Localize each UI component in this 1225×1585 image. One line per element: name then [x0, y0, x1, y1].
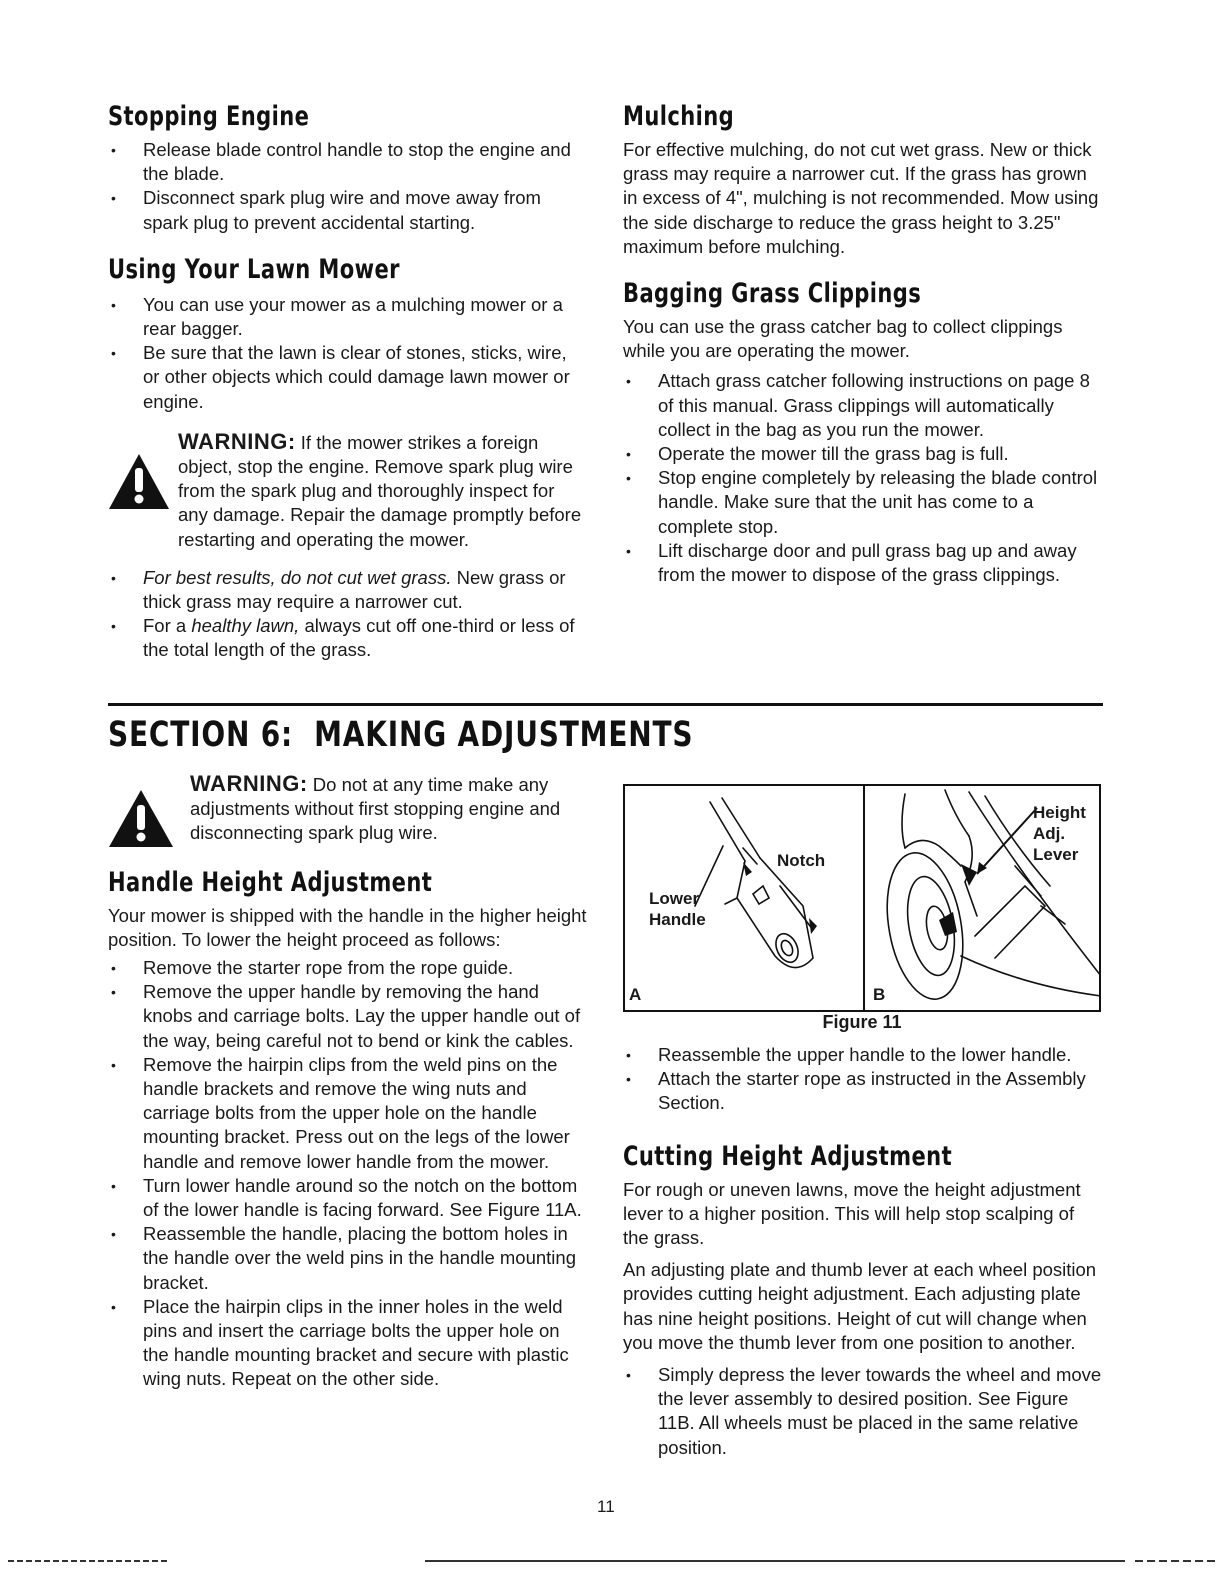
- list-item-text: For a: [143, 615, 192, 637]
- list-item: • Lift discharge door and pull grass bag up and away from the mower to dispose of the grass clippings.: [623, 539, 1103, 587]
- cutting-height-list: [623, 1363, 1103, 1460]
- list-item: • Attach the starter rope as instructed in the Assembly Section.: [623, 1067, 1103, 1115]
- bagging-list: [623, 369, 1103, 587]
- section-divider: [108, 703, 1103, 706]
- panel-a-label: A: [629, 985, 642, 1004]
- using-mower-list-2: [108, 566, 588, 663]
- list-item: • Reassemble the upper handle to the lower handle.: [623, 1043, 1103, 1067]
- warning-icon: [108, 452, 170, 510]
- right-column-top: [623, 100, 1103, 587]
- list-item: [108, 566, 588, 614]
- warning-label: WARNING:: [178, 428, 296, 454]
- italic-text: healthy lawn,: [191, 615, 300, 637]
- list-item: • Remove the hairpin clips from the weld pins on the handle brackets and remove the wing nuts and carriage bolts from the upper hole on the handle mounting bracket. Press out on the legs of the lower handle and remove lower handle from the mower.: [108, 1053, 588, 1174]
- list-item: • Simply depress the lever towards the wheel and move the lever assembly to desired position. See Figure 11B. All wheels must be placed in the same relative position.: [623, 1363, 1103, 1460]
- list-item: • You can use your mower as a mulching mower or a rear bagger.: [108, 293, 588, 341]
- page-number: 11: [597, 1497, 615, 1516]
- handle-height-list: [108, 956, 588, 1392]
- cutting-height-para1: For rough or uneven lawns, move the height adjustment lever to a higher position. This will help stop scalping of the grass.: [623, 1178, 1081, 1249]
- right-column-bottom: [623, 1043, 1103, 1460]
- left-column-bottom: [108, 772, 588, 1392]
- list-item: [108, 614, 588, 662]
- cutting-height-heading: Cutting Height Adjustment: [623, 1140, 953, 1172]
- using-mower-heading: Using Your Lawn Mower: [108, 253, 400, 285]
- using-mower-list: [108, 293, 588, 414]
- stopping-engine-heading: Stopping Engine: [108, 101, 310, 132]
- panel-b-label: B: [873, 985, 886, 1004]
- list-item: • Turn lower handle around so the notch on the bottom of the lower handle is facing forward. See Figure 11A.: [108, 1174, 588, 1222]
- cutting-height-para2: An adjusting plate and thumb lever at each wheel position provides cutting height adjustment. Each adjusting plate has nine height positions. Height of cut will change when you move the thumb lever from one position to another.: [623, 1259, 1097, 1353]
- lower-handle-label: Lower Handle: [649, 889, 706, 929]
- list-item: • Reassemble the handle, placing the bottom holes in the handle over the weld pins in the handle mounting bracket.: [108, 1222, 588, 1295]
- handle-height-heading: Handle Height Adjustment: [108, 866, 433, 898]
- bagging-intro: You can use the grass catcher bag to collect clippings while you are operating the mower.: [623, 316, 1063, 362]
- adjustment-warning-block: [108, 772, 588, 846]
- list-item: • Place the hairpin clips in the inner holes in the weld pins and insert the carriage bolts the upper hole on the handle mounting bracket and secure with plastic wing nuts. Repeat on the other side.: [108, 1295, 588, 1392]
- reassembly-list: [623, 1043, 1103, 1116]
- handle-height-intro: Your mower is shipped with the handle in the higher height position. To lower the height proceed as follows:: [108, 904, 587, 950]
- list-item: • Remove the starter rope from the rope guide.: [108, 956, 588, 980]
- list-item: • Disconnect spark plug wire and move away from spark plug to prevent accidental starting.: [108, 186, 588, 234]
- figure-11: [623, 784, 1101, 1012]
- warning-label: WARNING:: [190, 771, 308, 796]
- figure-caption: Figure 11: [822, 1012, 902, 1032]
- italic-text: For best results, do not cut wet grass.: [143, 566, 452, 588]
- section-title: SECTION 6: MAKING ADJUSTMENTS: [108, 715, 694, 755]
- figure-caption-wrap: [623, 1012, 1101, 1033]
- list-item: • Attach grass catcher following instructions on page 8 of this manual. Grass clippings will automatically collect in the bag as you run the mower.: [623, 369, 1103, 442]
- list-item: • Remove the upper handle by removing the hand knobs and carriage bolts. Lay the upper handle out of the way, being careful not to bend or kink the cables.: [108, 980, 588, 1053]
- bagging-heading: Bagging Grass Clippings: [623, 278, 922, 310]
- mulching-heading: Mulching: [623, 101, 735, 132]
- notch-label: Notch: [777, 851, 826, 870]
- mulching-text: For effective mulching, do not cut wet grass. New or thick grass may require a narrower cut. If the grass has grown in excess of 4", mulching is not recommended. Mow using the side discharge to reduce the grass height to 3.25" maximum before mulching.: [623, 139, 1099, 257]
- scan-artifact-line: [8, 1560, 168, 1562]
- list-item: • Stop engine completely by releasing the blade control handle. Make sure that the unit has come to a complete stop.: [623, 466, 1103, 539]
- left-column-top: [108, 100, 588, 663]
- warning-text: If the mower strikes a foreign object, stop the engine. Remove spark plug wire from the spark plug and thoroughly inspect for any damage. Repair the damage promptly before restarting and operating the mower.: [178, 431, 582, 550]
- warning-paragraph: [178, 430, 588, 552]
- list-item-text: New grass or thick grass may require a narrower cut.: [143, 566, 566, 613]
- scan-artifact-line: [1135, 1560, 1215, 1562]
- stopping-engine-list: [108, 138, 588, 235]
- height-lever-label: Height Adj. Lever: [1033, 803, 1086, 864]
- scan-artifact-line: [425, 1560, 1125, 1562]
- list-item-text: always cut off one-third or less of the total length of the grass.: [143, 615, 575, 661]
- list-item: • Be sure that the lawn is clear of stones, sticks, wire, or other objects which could damage lawn mower or engine.: [108, 341, 588, 414]
- section-title-wrap: [108, 714, 840, 756]
- mower-warning-block: [108, 430, 588, 552]
- warning-paragraph: [190, 772, 588, 846]
- list-item: • Operate the mower till the grass bag is full.: [623, 442, 1103, 466]
- warning-icon: [108, 788, 174, 848]
- warning-text: Do not at any time make any adjustments without first stopping engine and disconnecting spark plug wire.: [190, 774, 561, 844]
- list-item: • Release blade control handle to stop the engine and the blade.: [108, 138, 588, 186]
